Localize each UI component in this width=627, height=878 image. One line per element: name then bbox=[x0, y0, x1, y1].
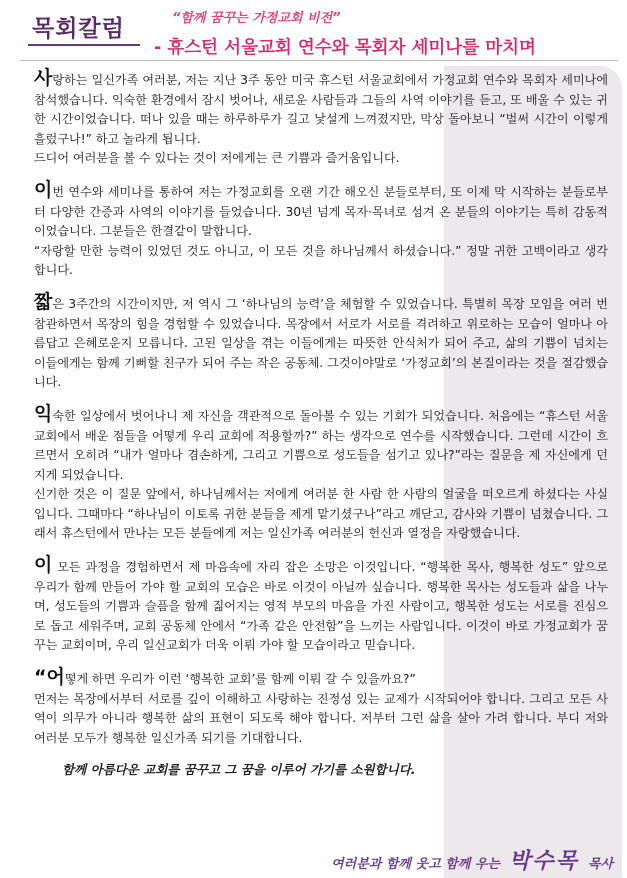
column-body bbox=[34, 69, 608, 780]
drop-initial: 이 bbox=[34, 178, 53, 201]
drop-initial: 이 bbox=[34, 554, 53, 577]
paragraph-4 bbox=[34, 402, 608, 544]
paragraph-line: “자랑할 만한 능력이 있었던 것도 아니고, 이 모든 것을 하나님께서 하셨습니다.” 정말 귀한 고백이라고 생각합니다. bbox=[34, 243, 608, 278]
paragraph-1 bbox=[34, 69, 608, 169]
paragraph-line bbox=[34, 668, 608, 690]
paragraph-3 bbox=[34, 290, 608, 393]
paragraph-text: 모든 과정을 경험하면서 제 마음속에 자리 잡은 소망은 이것입니다. “행복한 목사, 행복한 성도” 앞으로 우리가 함께 만들어 가야 할 교회의 모습은 바로 이것이 아닐까 싶습니다. 행복한 목사는 성도들과 삶을 나누며, 성도들의 기쁨과 슬픔을 함께 짊어지는 영적 부모의 마음을 가진 사람이고, 행복한 성도는 서로를 진심으로 돕고 세워주며, 교회 공동체 안에서 “가족 같은 안전함”을 느끼는 사람입니다. 이것이 바로 가정교회가 꿈꾸는 교회이며, 우리 일신교회가 더욱 이뤄 가야 할 모습이라고 믿습니다. bbox=[34, 560, 608, 653]
paragraph-text: 떻게 하면 우리가 이런 ‘행복한 교회’를 함께 이뤄 갈 수 있을까요?” bbox=[64, 672, 416, 687]
pastor-title: 목사 bbox=[587, 857, 613, 872]
paragraph-text: 랑하는 일신가족 여러분, 저는 지난 3주 동안 미국 휴스턴 서울교회에서 가정교회 연수와 목회자 세미나에 참석했습니다. 익숙한 환경에서 잠시 벗어나, 새로운 사람들과 그들의 사역 이야기를 듣고, 또 배울 수 있는 귀한 시간이었습니다. 떠나 있을 때는 하루하루가 길고 낯설게 느껴졌지만, 막상 돌아보니 “벌써 시간이 이렇게 흘렀구나!” 하고 놀라게 됩니다. bbox=[34, 73, 608, 146]
column-subtitle: - 휴스턴 서울교회 연수와 목회자 세미나를 마치며 bbox=[154, 38, 536, 58]
paragraph-line: 신기한 것은 이 질문 앞에서, 하나님께서는 저에게 여러분 한 사람 한 사람의 얼굴을 떠오르게 하셨다는 사실입니다. 그때마다 “하나님이 이토록 귀한 분들을 제게 맡기셨구나”라고 깨닫고, 감사와 기쁨이 넘쳤습니다. 그래서 휴스턴에서 만나는 모든 분들에게 저는 일신가족 여러분의 헌신과 열정을 자랑했습니다. bbox=[34, 487, 608, 541]
paragraph-line bbox=[34, 402, 608, 485]
closing-prayer: 함께 아름다운 교회를 꿈꾸고 그 꿈을 이루어 가기를 소원합니다. bbox=[62, 762, 416, 778]
paragraph-line bbox=[34, 69, 608, 149]
column-header bbox=[0, 0, 627, 66]
paragraph-5 bbox=[34, 556, 608, 656]
paragraph-text: 은 3주간의 시간이지만, 저 역시 그 ‘하나님의 능력’을 체험할 수 있었습니다. 특별히 목장 모임을 여러 번 참관하면서 목장의 힘을 경험할 수 있었습니다. 목장에서 서로가 서로를 격려하고 위로하는 모습이 얼마나 아름답고 은혜로운지 모릅니다. 고된 일상을 겪는 이들에게는 따뜻한 안식처가 되어 주고, 삶의 기쁨이 넘치는 이들에게는 함께 기뻐할 친구가 되어 주는 작은 공동체. 그것이야말로 ‘가정교회’의 본질이라는 것을 절감했습니다. bbox=[34, 296, 608, 390]
signature-prefix: 여러분과 함께 웃고 함께 우는 bbox=[331, 857, 500, 872]
drop-initial: “어 bbox=[34, 666, 65, 689]
column-title: 목회칼럼 bbox=[32, 16, 125, 42]
drop-initial: 짧 bbox=[34, 290, 53, 313]
header-divider bbox=[20, 60, 618, 61]
pastor-signature bbox=[331, 844, 613, 875]
paragraph-line: 먼저는 목장에서부터 서로를 깊이 이해하고 사랑하는 진정성 있는 교제가 시작되어야 합니다. 그리고 모든 사역이 의무가 아니라 행복한 삶의 표현이 되도록 해야 합니다. 저부터 그런 삶을 살아 가려 합니다. 부디 저와 여러분 모두가 행복한 일신가족 되기를 기대합니다. bbox=[34, 691, 608, 745]
paragraph-line bbox=[34, 290, 608, 393]
paragraph-line: 드디어 여러분을 볼 수 있다는 것이 저에게는 큰 기쁨과 즐거움입니다. bbox=[34, 151, 400, 166]
paragraph-6 bbox=[34, 668, 608, 748]
paragraph-2 bbox=[34, 178, 608, 281]
drop-initial: 사 bbox=[34, 67, 53, 89]
paragraph-line bbox=[34, 556, 608, 656]
vision-slogan: “함께 꿈꾸는 가정교회 비전” bbox=[172, 11, 341, 26]
title-underline bbox=[28, 44, 140, 46]
paragraph-line bbox=[34, 178, 608, 242]
pastor-name: 박수목 bbox=[509, 849, 579, 874]
paragraph-text: 숙한 일상에서 벗어나니 제 자신을 객관적으로 돌아볼 수 있는 기회가 되었습니다. 처음에는 “휴스턴 서울교회에서 배운 점들을 어떻게 우리 교회에 적용할까?” 하는 생각으로 연수를 시작했습니다. 그런데 시간이 흐르면서 오히려 “내가 얼마나 겸손하게, 그리고 기쁨으로 성도들을 섬기고 있나?”라는 질문을 제 자신에게 던지게 되었습니다. bbox=[34, 408, 608, 482]
drop-initial: 익 bbox=[34, 402, 53, 425]
paragraph-text: 번 연수와 세미나를 통하여 저는 가정교회를 오랜 기간 해오신 분들로부터, 또 이제 막 시작하는 분들로부터 다양한 간증과 사역의 이야기를 들었습니다. 30년 넘게 목자·목녀로 섬겨 온 분들의 이야기는 특히 감동적이었습니다. 그분들은 한결같이 말합니다. bbox=[34, 184, 608, 239]
